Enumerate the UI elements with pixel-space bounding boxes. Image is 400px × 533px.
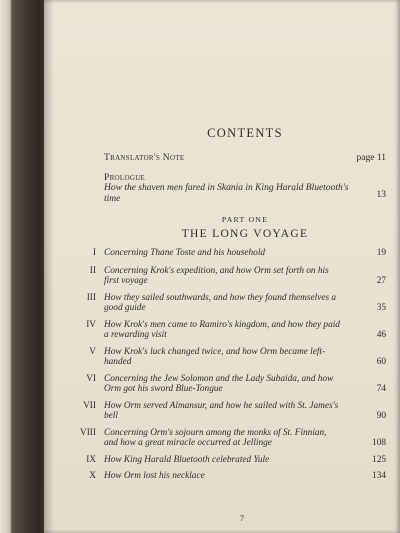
chapter-number: IX	[86, 454, 96, 465]
chapter-title: How they sailed southwards, and how they found themselves a good guide	[104, 292, 337, 313]
contents-block	[79, 126, 386, 482]
chapter-title: How Orm lost his necklace	[104, 471, 205, 481]
chapter-page: 108	[372, 438, 386, 448]
book-page	[44, 0, 400, 533]
chapter-title: How King Harald Bluetooth celebrated Yule	[104, 454, 270, 465]
chapter-page: 134	[372, 471, 386, 481]
chapter-title: How Krok's men came to Ramiro's kingdom, and how they paid a rewarding visit	[104, 319, 340, 340]
chapter-number: VIII	[79, 427, 96, 438]
prologue-label: Prologue	[104, 173, 146, 183]
chapter-entry	[89, 346, 386, 368]
chapter-title: Concerning Thane Toste and his household	[104, 248, 266, 258]
part-number: PART ONE	[221, 215, 269, 224]
part-title: THE LONG VOYAGE	[181, 228, 309, 240]
chapter-number: III	[86, 292, 96, 303]
chapter-page: 46	[376, 330, 386, 340]
contents-heading: CONTENTS	[207, 126, 283, 140]
chapter-title: How Orm served Almansur, and how he sailed with St. James's bell	[104, 400, 339, 421]
chapter-title: Concerning the Jew Solomon and the Lady Subaida, and how Orm got his sword Blue-Tongue	[104, 373, 334, 394]
chapter-entry	[89, 265, 386, 287]
chapter-page: 60	[376, 357, 386, 367]
chapter-page: 35	[376, 303, 386, 313]
chapter-page: 19	[376, 248, 386, 258]
chapter-title: Concerning Krok's expedition, and how Orm set forth on his first voyage	[104, 265, 329, 286]
prologue-page: 13	[376, 190, 386, 200]
page-folio: 7	[240, 514, 244, 523]
chapter-entry	[79, 427, 386, 449]
chapter-entry	[86, 292, 386, 314]
prologue-title: How the shaven men fared in Skania in King Harald Bluetooth's time	[104, 183, 349, 204]
chapter-entry	[83, 400, 386, 422]
chapter-number: II	[89, 265, 96, 276]
prologue-entry	[104, 173, 386, 205]
chapter-number: V	[89, 346, 96, 357]
chapter-number: I	[92, 248, 96, 258]
chapter-entry	[86, 373, 386, 395]
chapter-title: How Krok's luck changed twice, and how Orm became left-handed	[104, 346, 326, 367]
chapter-number: VI	[86, 373, 96, 384]
translators-note-label: Translator's Note	[104, 153, 185, 163]
chapter-page: 90	[376, 411, 386, 421]
chapter-page: 125	[372, 454, 386, 465]
chapter-entry	[86, 319, 386, 341]
chapter-title: Concerning Orm's sojourn among the monks of St. Finnian, and how a great miracle occurred at Jellinge	[104, 427, 327, 448]
chapter-number: VII	[83, 400, 96, 411]
chapter-entry	[89, 471, 386, 482]
chapter-number: IV	[86, 319, 96, 330]
translators-note-entry	[104, 153, 386, 164]
chapter-entry	[86, 454, 386, 466]
chapter-page: 27	[376, 276, 386, 286]
chapter-page: 74	[376, 384, 386, 394]
chapter-number: X	[89, 471, 96, 481]
translators-note-page	[357, 153, 386, 164]
chapter-entry	[92, 248, 386, 259]
chapter-list	[79, 248, 386, 482]
page-prefix: page	[356, 153, 375, 163]
page-number: 11	[376, 153, 386, 163]
